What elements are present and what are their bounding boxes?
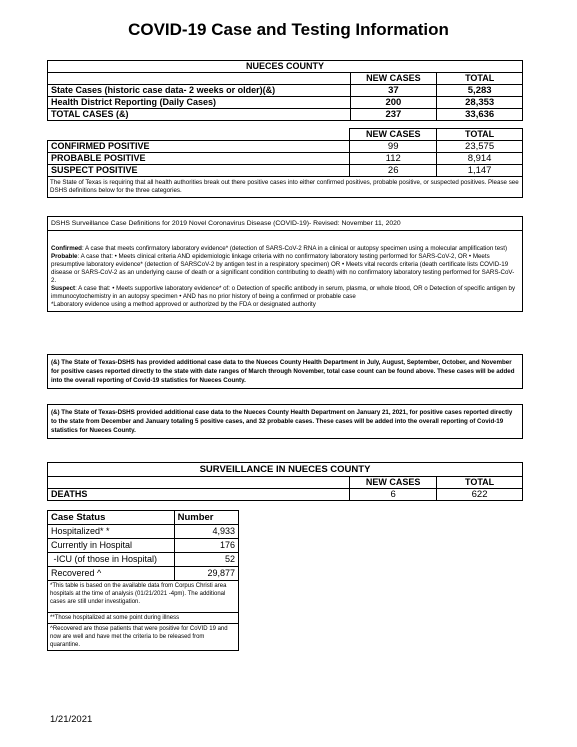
blank-cell — [48, 129, 350, 141]
table-row — [48, 141, 523, 153]
page-title: COVID-19 Case and Testing Information — [128, 20, 449, 39]
surveillance-header: SURVEILLANCE IN NUECES COUNTY — [48, 463, 523, 477]
state-note: The State of Texas is requiring that all health authorities break out there positive cases into either confirmed positives, probable positive, or suspected positives. Please see DSHS definitions below for the three categories. — [47, 177, 523, 198]
suspect-term: Suspect — [51, 285, 76, 292]
row-new: 112 — [350, 153, 437, 165]
status-label: -ICU (of those in Hospital) — [48, 553, 175, 567]
col-total: TOTAL — [437, 477, 523, 489]
table-row — [48, 165, 523, 177]
table-row — [48, 525, 239, 539]
deaths-label: DEATHS — [48, 489, 350, 501]
suspect-definition — [51, 285, 519, 301]
case-summary-table — [47, 60, 523, 121]
additional-data-note-2: (&) The State of Texas-DSHS provided additional case data to the Nueces County Health Department on January 21, 2021, for positive cases reported directly to the state from December and January totaling 5 positive cases, and 32 probable cases. These cases will be added into the overall reporting of Covid-19 statistics for Nueces County. — [47, 404, 523, 439]
row-new: 200 — [350, 97, 437, 109]
col-number: Number — [174, 511, 238, 525]
col-new-cases: NEW CASES — [350, 477, 437, 489]
col-total: TOTAL — [437, 129, 523, 141]
row-label: SUSPECT POSITIVE — [48, 165, 350, 177]
confirmed-text: : A case that meets confirmatory laboratory evidence* (detection of SARS-CoV-2 RNA in a clinical or autopsy specimen using a molecular amplification test) — [81, 245, 508, 252]
row-total: 33,636 — [437, 109, 523, 121]
additional-data-note-1: (&) The State of Texas-DSHS has provided additional case data to the Nueces County Health Department in July, August, September, October, and November for positive cases reported directly to the state with date ranges of March through November, total case count can be found above. These cases will be added into the overall reporting of Covid-19 statistics for Nueces County. — [47, 354, 523, 389]
recovered-note: ^Recovered are those patients that were positive for CoVID 19 and now are well and have met the criteria to be released from quarantine. — [48, 624, 239, 651]
status-value: 176 — [174, 539, 238, 553]
row-new: 237 — [350, 109, 437, 121]
probable-definition — [51, 253, 519, 285]
row-total: 8,914 — [437, 153, 523, 165]
row-total: 5,283 — [437, 85, 523, 97]
status-label: Recovered ^ — [48, 567, 175, 581]
row-total: 28,353 — [437, 97, 523, 109]
status-label: Currently in Hospital — [48, 539, 175, 553]
probable-text: : A case that: • Meets clinical criteria AND epidemiologic linkage criteria with no confirmatory laboratory testing performed for SARS-CoV-2, OR • Meets presumptive laboratory evidence* (detection of SARSCoV-2 by antigen test in a respiratory specimen) OR • Meets vital records criteria (death certificate lists COVID-19 disease or SARS-CoV-2 as an underlying cause of death or a significant condition contributing to death) with no confirmatory laboratory testing performed for SARS-CoV-2. — [51, 253, 515, 284]
col-new-cases: NEW CASES — [350, 73, 437, 85]
row-total: 1,147 — [437, 165, 523, 177]
table-row — [48, 553, 239, 567]
deaths-total: 622 — [437, 489, 523, 501]
status-label: Hospitalized* * — [48, 525, 175, 539]
table-row — [48, 567, 239, 581]
case-status-table-note: *This table is based on the available data from Corpus Christi area hospitals at the time of analysis (01/21/2021 -4pm). The additional cases are still under investigation. — [48, 581, 239, 613]
blank-cell — [48, 477, 350, 489]
report-date: 1/21/2021 — [50, 714, 93, 725]
case-summary-block — [47, 60, 523, 198]
col-total: TOTAL — [437, 73, 523, 85]
table-row — [48, 85, 523, 97]
status-value: 52 — [174, 553, 238, 567]
row-label: PROBABLE POSITIVE — [48, 153, 350, 165]
table-row — [48, 153, 523, 165]
blank-cell — [48, 73, 351, 85]
row-total: 23,575 — [437, 141, 523, 153]
confirmed-definition — [51, 245, 519, 253]
case-status-block — [47, 510, 239, 651]
breakdown-table — [47, 128, 523, 177]
probable-term: Probable — [51, 253, 78, 260]
definitions-box — [47, 216, 523, 312]
row-label: Health District Reporting (Daily Cases) — [48, 97, 351, 109]
table-row — [48, 97, 523, 109]
row-new: 37 — [350, 85, 437, 97]
deaths-row — [48, 489, 523, 501]
status-value: 4,933 — [174, 525, 238, 539]
county-header: NUECES COUNTY — [48, 61, 523, 73]
hospitalized-note: **Those hospitalized at some point during illness — [48, 613, 239, 624]
suspect-text: : A case that: • Meets supportive laboratory evidence* of: o Detection of specific antibody in serum, plasma, or whole blood, OR o Detection of specific antigen by immunocytochemistry in an autopsy specimen • AND has no prior history of being a confirmed or probable case — [51, 285, 516, 300]
total-cases-row — [48, 109, 523, 121]
surveillance-table — [47, 462, 523, 501]
surveillance-block — [47, 462, 523, 501]
row-label: CONFIRMED POSITIVE — [48, 141, 350, 153]
row-label: State Cases (historic case data- 2 weeks or older)(&) — [48, 85, 351, 97]
table-row — [48, 539, 239, 553]
definitions-footnote: *Laboratory evidence using a method approved or authorized by the FDA or designated authority — [51, 301, 316, 308]
row-new: 99 — [350, 141, 437, 153]
case-status-table — [47, 510, 239, 651]
col-new-cases: NEW CASES — [350, 129, 437, 141]
status-value: 29,877 — [174, 567, 238, 581]
definitions-heading: DSHS Surveillance Case Definitions for 2019 Novel Coronavirus Disease (COVID-19)- Revised: November 11, 2020 — [48, 217, 522, 231]
row-label: TOTAL CASES (&) — [48, 109, 351, 121]
row-new: 26 — [350, 165, 437, 177]
confirmed-term: Confirmed — [51, 245, 82, 252]
col-case-status: Case Status — [48, 511, 175, 525]
deaths-new: 6 — [350, 489, 437, 501]
